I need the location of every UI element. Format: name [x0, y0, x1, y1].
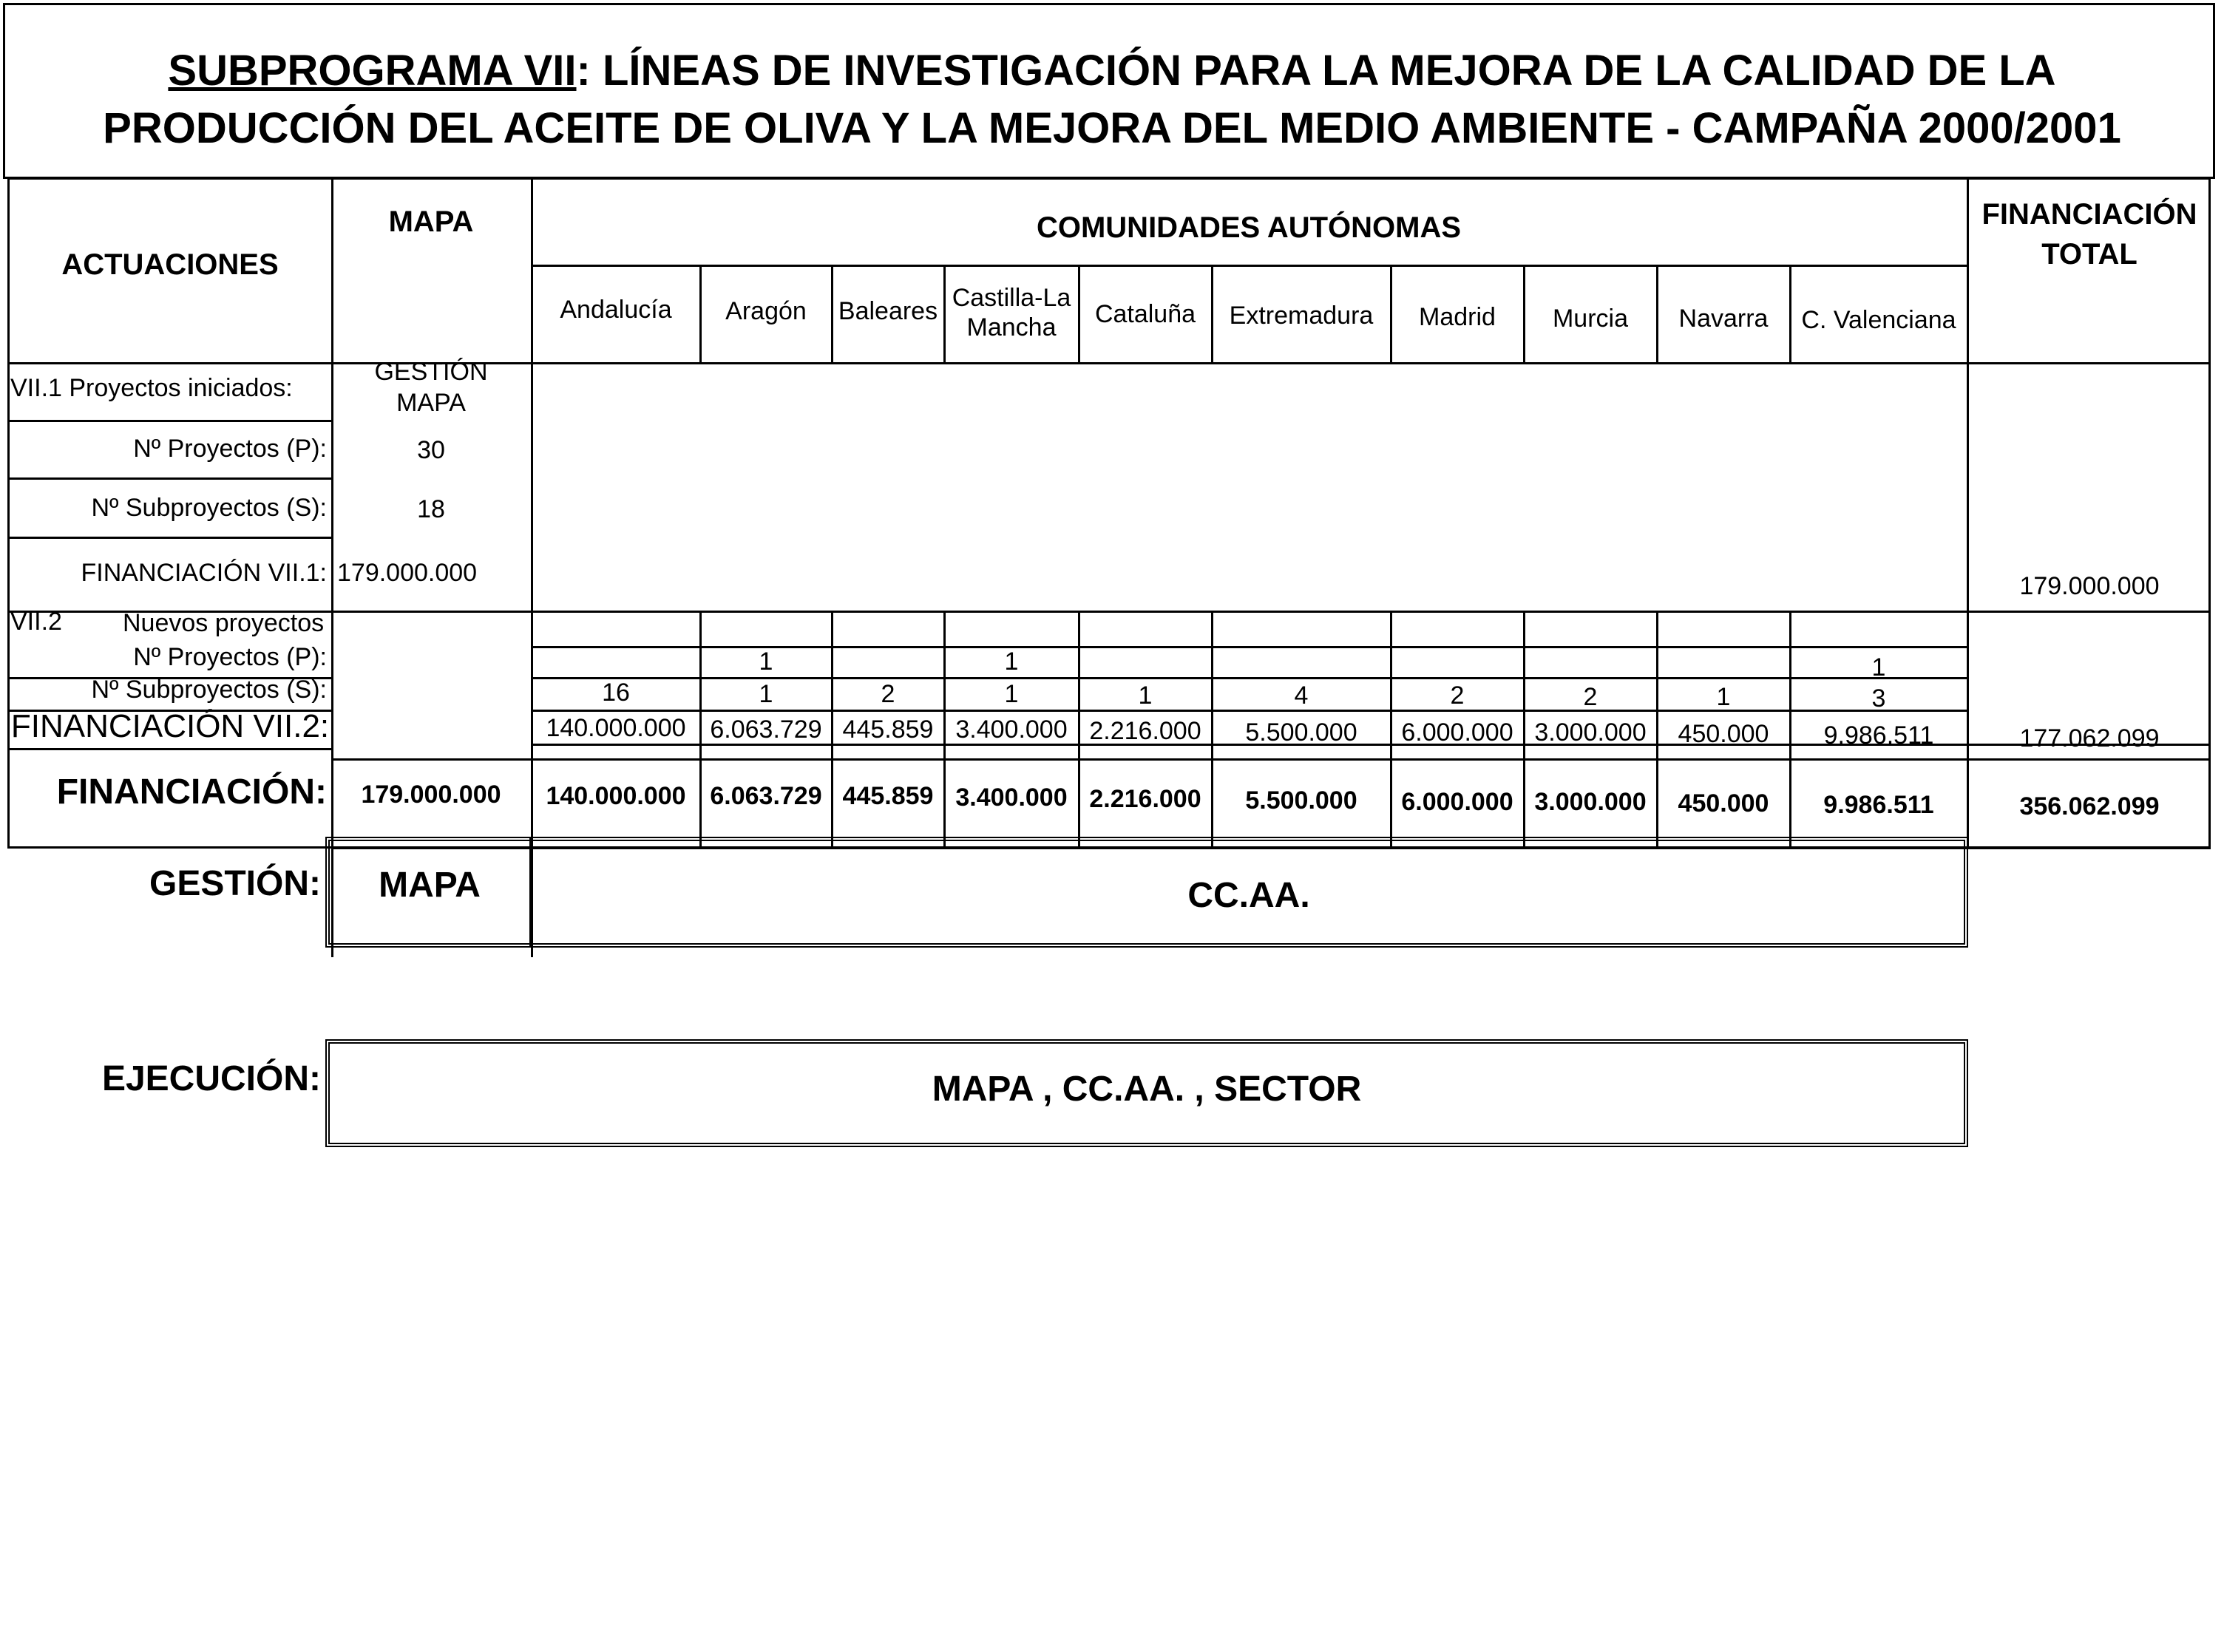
vii2-financiacion-cell: 445.859	[842, 715, 934, 744]
vii2-proyectos-label: Nº Proyectos (P):	[133, 643, 327, 671]
title-line-1	[0, 46, 2224, 95]
financiacion-region: 2.216.000	[1089, 785, 1201, 813]
vii2-subproyectos-cell: 1	[759, 680, 773, 708]
vii2-financiacion-cell: 3.000.000	[1534, 718, 1647, 747]
divider	[531, 265, 1969, 267]
vii2-proyectos-cell: 1	[1871, 653, 1886, 681]
region-header: Baleares	[838, 297, 938, 325]
vii2-proyectos-cell: 1	[759, 647, 773, 676]
vii2-subproyectos-cell: 2	[1583, 683, 1598, 711]
vii1-financiacion-label: FINANCIACIÓN VII.1:	[81, 559, 327, 587]
gestion-mapa: MAPA	[379, 866, 481, 905]
vii2-subproyectos-cell: 16	[602, 679, 630, 707]
financiacion-region: 450.000	[1678, 789, 1769, 817]
financiacion-label: FINANCIACIÓN:	[56, 772, 327, 812]
financiacion-region: 6.000.000	[1401, 788, 1513, 816]
title-line-2: PRODUCCIÓN DEL ACEITE DE OLIVA Y LA MEJORA DEL MEDIO AMBIENTE - CAMPAÑA 2000/2001	[103, 104, 2121, 152]
financiacion-region: 6.063.729	[710, 782, 822, 810]
gestion-ccaa: CC.AA.	[1187, 876, 1310, 915]
ejecucion-label: EJECUCIÓN:	[101, 1059, 321, 1098]
region-header: C. Valenciana	[1801, 306, 1956, 334]
divider	[7, 477, 333, 480]
financiacion-region: 445.859	[842, 782, 934, 810]
financiacion-mapa: 179.000.000	[361, 781, 501, 809]
region-header: Cataluña	[1094, 300, 1196, 328]
vii1-subproyectos-label: Nº Subproyectos (S):	[91, 494, 327, 522]
header-comunidades: COMUNIDADES AUTÓNOMAS	[1036, 211, 1462, 244]
vii2-subproyectos-cell: 2	[1450, 681, 1465, 710]
vii2-subproyectos-cell: 3	[1871, 684, 1886, 713]
vii1-proyectos-value: 30	[417, 436, 445, 464]
title-line1-rest: : LÍNEAS DE INVESTIGACIÓN PARA LA MEJORA DE LA CALIDAD DE LA	[576, 47, 2056, 95]
divider	[7, 611, 2211, 613]
vii2-financiacion-cell: 140.000.000	[546, 714, 686, 742]
divider	[7, 748, 333, 750]
region-header: Madrid	[1419, 303, 1496, 331]
header-mapa: MAPA	[388, 205, 474, 238]
region-header: Murcia	[1552, 305, 1629, 333]
vii1-financiacion-total: 179.000.000	[2019, 572, 2160, 600]
vii2-financiacion-cell: 2.216.000	[1089, 717, 1201, 745]
vii2-financiacion-total: 177.062.099	[2019, 724, 2160, 752]
region-header: Castilla-La	[952, 284, 1071, 312]
ejecucion-value: MAPA , CC.AA. , SECTOR	[932, 1070, 1362, 1109]
vii2-financiacion-cell: 9.986.511	[1823, 721, 1934, 749]
vii1-gestion-1: GESTIÓN	[374, 358, 488, 386]
divider	[331, 758, 2211, 761]
vii2-label: Nuevos proyectos	[123, 609, 325, 637]
divider	[7, 537, 333, 539]
vii1-proyectos-label: Nº Proyectos (P):	[133, 435, 327, 463]
gestion-label: GESTIÓN:	[149, 864, 321, 903]
header-financiacion-total-1: FINANCIACIÓN	[1981, 198, 2197, 231]
vii2-subproyectos-cell: 2	[881, 680, 895, 708]
vii2-financiacion-cell: 6.000.000	[1401, 718, 1513, 747]
financiacion-total: 356.062.099	[2019, 792, 2160, 820]
vii1-financiacion-mapa: 179.000.000	[337, 559, 478, 587]
vii2-proyectos-cell: 1	[1004, 647, 1019, 676]
vii2-subproyectos-cell: 1	[1004, 680, 1019, 708]
region-header: Andalucía	[560, 296, 672, 324]
divider	[7, 420, 333, 422]
vii2-subproyectos-cell: 1	[1716, 683, 1731, 711]
financiacion-region: 5.500.000	[1245, 786, 1357, 815]
financiacion-region: 9.986.511	[1823, 791, 1934, 819]
vii2-financiacion-cell: 3.400.000	[955, 715, 1068, 744]
vii2-code: VII.2	[10, 608, 62, 636]
vii2-subproyectos-cell: 4	[1294, 681, 1309, 710]
region-header-line2: Mancha	[966, 313, 1057, 341]
vii1-gestion-2: MAPA	[396, 389, 466, 417]
vii2-subproyectos-label: Nº Subproyectos (S):	[91, 676, 327, 704]
vii2-financiacion-cell: 5.500.000	[1245, 718, 1357, 747]
region-header: Aragón	[725, 297, 807, 325]
vii1-subproyectos-value: 18	[417, 495, 445, 523]
region-header: Extremadura	[1229, 302, 1374, 330]
vii1-label: VII.1 Proyectos iniciados:	[10, 374, 293, 402]
region-header: Navarra	[1678, 305, 1769, 333]
vii2-financiacion-label: FINANCIACIÓN VII.2:	[10, 708, 330, 744]
vii2-financiacion-cell: 6.063.729	[710, 715, 822, 744]
header-financiacion-total-2: TOTAL	[2041, 238, 2137, 271]
vii2-financiacion-cell: 450.000	[1678, 720, 1769, 748]
divider	[531, 677, 1969, 679]
header-actuaciones: ACTUACIONES	[61, 248, 279, 281]
vii2-subproyectos-cell: 1	[1138, 681, 1153, 710]
financiacion-region: 3.000.000	[1534, 788, 1647, 816]
financiacion-region: 3.400.000	[955, 783, 1068, 812]
financiacion-region: 140.000.000	[546, 782, 686, 810]
title-prefix: SUBPROGRAMA VII	[168, 47, 577, 95]
